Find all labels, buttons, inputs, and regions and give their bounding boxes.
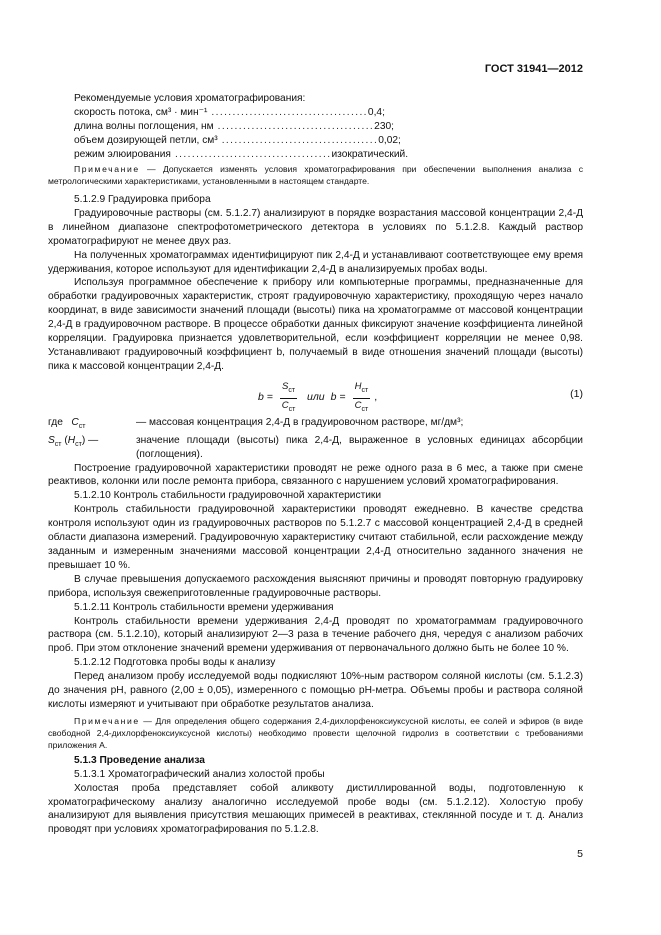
definition-key <box>48 434 136 462</box>
definition-row <box>48 434 583 462</box>
definition-text: — массовая концентрация 2,4-Д в градуировочном растворе, мг/дм³; <box>136 416 464 428</box>
definition-key <box>48 416 136 434</box>
section-heading: 5.1.2.12 Подготовка пробы воды к анализу <box>74 657 276 669</box>
section-heading: 5.1.3.1 Хроматографический анализ холостой пробы <box>74 768 325 780</box>
formula-1 <box>48 374 583 416</box>
condition-value: изократический. <box>331 148 409 160</box>
condition-value: 0,02; <box>378 134 401 146</box>
formula-number: (1) <box>570 387 583 400</box>
symbol-c: C <box>354 399 362 411</box>
paragraph: Построение градуировочной характеристики проводят не реже одного раза в 6 мес, а также при смене реактивов, колонки или после ремонта прибора, связанного с нарушением условий хроматографирования. <box>48 462 583 488</box>
condition-row <box>74 106 385 120</box>
page-number: 5 <box>577 848 583 860</box>
formula-eq: = <box>266 391 273 404</box>
symbol-c: C <box>281 399 289 411</box>
document-number: ГОСТ 31941—2012 <box>484 63 583 75</box>
subscript: ст <box>54 440 62 448</box>
symbol-s: S <box>281 380 289 392</box>
subscript: ст <box>361 386 369 394</box>
conditions-title: Рекомендуемые условия хроматографирования: <box>74 93 306 104</box>
section-heading-bold: 5.1.3 Проведение анализа <box>74 754 205 766</box>
leader-dots: ..................................... <box>174 148 332 160</box>
note-paragraph <box>48 715 583 751</box>
section-heading: 5.1.2.10 Контроль стабильности градуировочной характеристики <box>74 490 382 502</box>
subscript: ст <box>361 405 369 413</box>
paragraph: Контроль стабильности времени удерживания 2,4-Д проводят по хроматограммам градуировочного раствора (см. 5.1.2.10), который анализируют 2—3 раза в течение рабочего дня, чередуя с анализом рабочих проб. При этом отклонение значений времени удерживания от первоначального должно быть не более 10 %. <box>48 615 583 655</box>
section-5-1-2-9 <box>48 193 583 837</box>
condition-value: 230; <box>374 120 394 132</box>
paren: ) — <box>81 434 99 446</box>
paragraph: Холостая проба представляет собой аликвоту дистиллированной воды, подготовленную к хроматографическому анализу аналогично исследуемой пробе воды (см. 5.1.2.12). Холостую пробу анализируют для выявления присутствия мешающих примесей в реактивах, стеклянной посуде и т. д. Анализ проводят при условиях хроматографирования по 5.1.2.8. <box>48 782 583 836</box>
note-text: — Допускается изменять условия хроматографирования при обеспечении выполнения анализа с метрологическими характеристиками, установленными в настоящем стандарте. <box>48 164 583 186</box>
note-conditions <box>48 163 583 187</box>
fraction-numerator <box>280 380 297 399</box>
formula-comma: , <box>374 391 378 404</box>
fraction-h-c <box>353 380 371 417</box>
note-label: Примечание <box>74 715 140 726</box>
subscript: ст <box>75 440 82 448</box>
paragraph: Контроль стабильности градуировочной характеристики проводят ежедневно. В качестве средства контроля используют один из градуировочных растворов по 5.1.2.7 с массовой концентрацией 2,4-Д в средней области диапазона измерений. Градуировочную характеристику считают стабильной, если расхождение между заданным и измеренным значениями массовой концентрации 2,4-Д относительно заданного значения не превышает 10 %. <box>48 504 583 571</box>
paragraph: Градуировочные растворы (см. 5.1.2.7) анализируют в порядке возрастания массовой концентрации 2,4-Д в линейном диапазоне спектрофотометрического детектора в условиях по 5.1.2.8. Каждый раствор хроматографируют не менее двух раз. <box>48 207 583 247</box>
condition-row <box>74 120 394 134</box>
note-paragraph <box>48 163 583 187</box>
symbol-c: C <box>71 416 79 428</box>
leader-dots: ..................................... <box>221 134 379 146</box>
formula-lhs: b <box>330 391 337 404</box>
fraction-denominator <box>355 399 369 417</box>
formula-eq: = <box>339 391 346 404</box>
condition-value: 0,4; <box>367 106 385 118</box>
leader-dots: ..................................... <box>211 106 368 118</box>
note-label: Примечание <box>74 164 140 174</box>
definition-text: значение площади (высоты) пика 2,4-Д, выраженное в условных единицах абсорбции (поглощения). <box>136 434 583 460</box>
condition-label: скорость потока, см³ · мин⁻¹ <box>74 106 208 118</box>
definition-row <box>48 416 583 434</box>
formula-definitions <box>48 416 583 462</box>
paragraph: Перед анализом пробу исследуемой воды подкисляют 10%-ным раствором соляной кислоты (см. 5.1.2.3) до значения pH, равного (2,00 ± 0,05), измеренного с помощью pH-метра. Объемы пробы и раствора соляной кислоты измеряют и учитывают при обработке результатов анализа. <box>48 671 583 710</box>
formula-body <box>258 380 377 417</box>
paragraph: На полученных хроматограммах идентифицируют пик 2,4-Д и устанавливают соответствующее ему время удерживания, которое используют для идентификации 2,4-Д в анализируемых пробах воды. <box>48 249 583 275</box>
fraction-denominator <box>282 399 296 417</box>
symbol-s: S <box>48 434 55 446</box>
fraction-numerator <box>353 380 371 399</box>
conditions-list <box>48 106 583 162</box>
formula-lhs: b <box>258 391 264 404</box>
paragraph: В случае превышения допускаемого расхождения выясняют причины и проводят повторную градуировку прибора, используя свежеприготовленные градуировочные растворы. <box>48 573 583 599</box>
where-word: где <box>48 416 63 428</box>
subscript: ст <box>78 422 86 430</box>
symbol-h: H <box>67 434 76 446</box>
section-heading <box>48 754 583 768</box>
condition-label: объем дозирующей петли, см³ <box>74 134 218 146</box>
paren: ( <box>61 434 68 446</box>
subscript: ст <box>288 386 296 394</box>
subscript: ст <box>288 405 296 413</box>
paragraph: Используя программное обеспечение к прибору или компьютерные программы, предназначенные для обработки градуировочных характеристик, строят градуировочную характеристику, проходящую через начало координат, в виде зависимости значений площади (высоты) пика на хроматограмме от массовой концентрации 2,4-Д в градуировочном растворе. В процессе обработки данных фиксируют значение коэффициента линейной корреляции. Градуировка признается удовлетворительной, если коэффициент корреляции не менее 0,98. Устанавливают градуировочный коэффициент b, получаемый в виде отношения значений площади (высоты) пика к массовой концентрации 2,4-Д. <box>48 277 583 372</box>
condition-row <box>74 134 401 148</box>
leader-dots: ..................................... <box>217 120 375 132</box>
fraction-s-c <box>280 380 297 417</box>
condition-label: режим элюирования <box>74 148 171 160</box>
section-heading: 5.1.2.9 Градуировка прибора <box>74 194 211 205</box>
condition-row <box>74 148 409 162</box>
condition-label: длина волны поглощения, нм <box>74 120 214 132</box>
symbol-h: H <box>354 380 362 392</box>
chromatography-conditions <box>48 92 583 162</box>
formula-or: или <box>307 391 325 404</box>
section-heading: 5.1.2.11 Контроль стабильности времени удерживания <box>74 601 334 613</box>
note-text: — Для определения общего содержания 2,4-дихлорфеноксиуксусной кислоты, ее солей и эфиров (в виде свободной 2,4-дихлорфеноксиуксусной кислоты) необходимо провести щелочной гидролиз в соответствии с требованиями приложения А. <box>48 715 583 750</box>
